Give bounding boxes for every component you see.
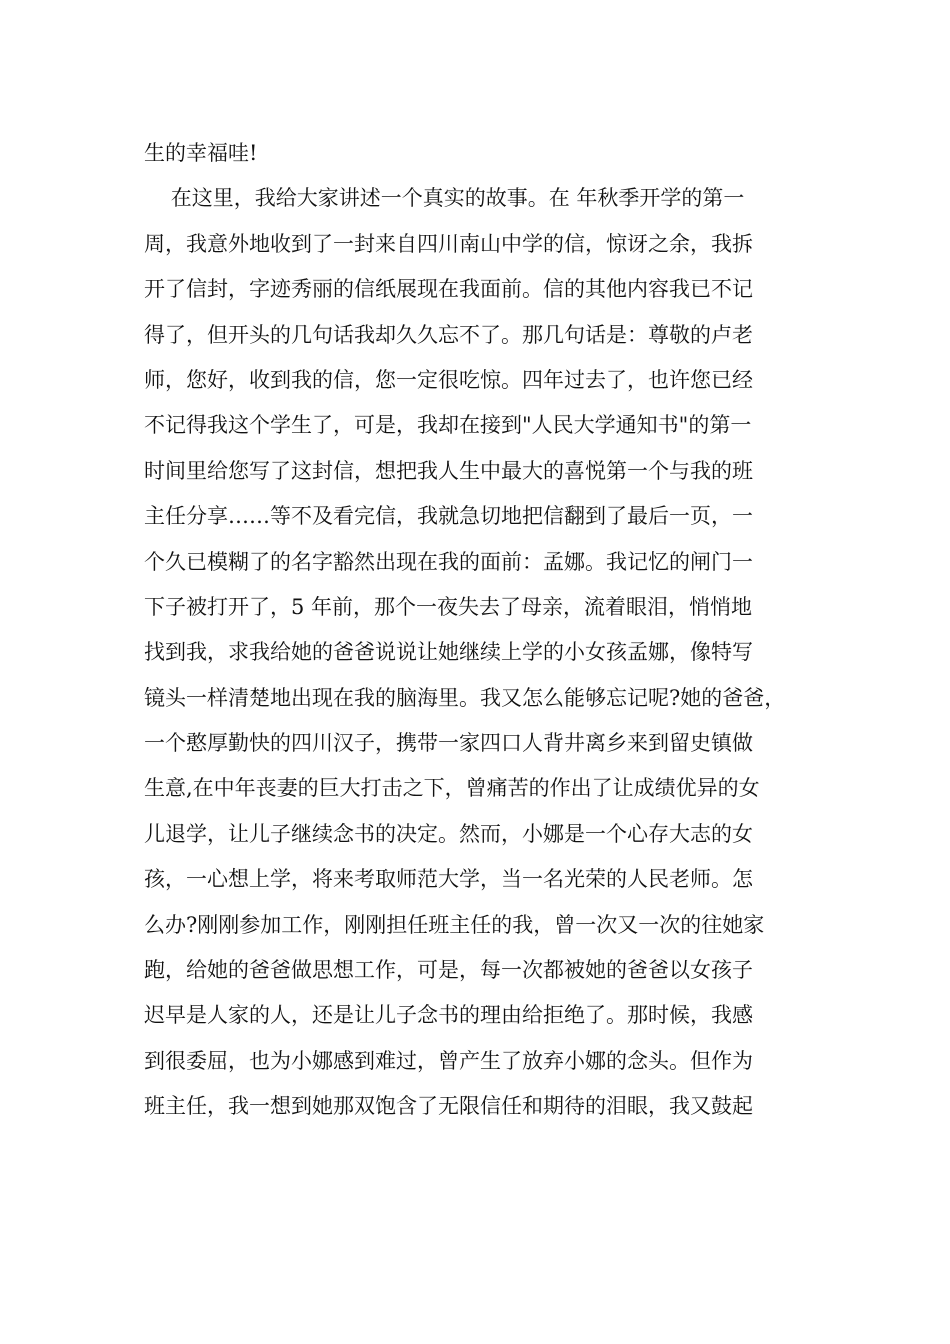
text-line: 师，您好，收到我的信，您一定很吃惊。四年过去了，也许您已经 xyxy=(144,367,753,392)
text-line: 主任分享……等不及看完信，我就急切地把信翻到了最后一页，一 xyxy=(144,504,753,529)
text-line: 孩，一心想上学，将来考取师范大学，当一名光荣的人民老师。怎 xyxy=(144,867,753,892)
text-line: 到很委屈，也为小娜感到难过，曾产生了放弃小娜的念头。但作为 xyxy=(144,1048,753,1073)
text-line: 下子被打开了，5 年前，那个一夜失去了母亲，流着眼泪，悄悄地 xyxy=(144,594,753,619)
text-line: 个久已模糊了的名字豁然出现在我的面前：孟娜。我记忆的闸门一 xyxy=(144,549,753,574)
text-line: 不记得我这个学生了，可是，我却在接到"人民大学通知书"的第一 xyxy=(144,413,752,438)
text-line: 找到我，求我给她的爸爸说说让她继续上学的小女孩孟娜，像特写 xyxy=(144,640,753,665)
text-line: 儿退学，让儿子继续念书的决定。然而，小娜是一个心存大志的女 xyxy=(144,821,753,846)
text-line: 生意,在中年丧妻的巨大打击之下，曾痛苦的作出了让成绩优异的女 xyxy=(144,776,760,801)
text-line: 时间里给您写了这封信，想把我人生中最大的喜悦第一个与我的班 xyxy=(144,458,753,483)
text-line: 开了信封，字迹秀丽的信纸展现在我面前。信的其他内容我已不记 xyxy=(144,277,753,302)
text-line: 生的幸福哇! xyxy=(144,141,258,165)
text-line: 班主任，我一想到她那双饱含了无限信任和期待的泪眼，我又鼓起 xyxy=(144,1094,753,1119)
text-line: 迟早是人家的人，还是让儿子念书的理由给拒绝了。那时候，我感 xyxy=(144,1003,753,1028)
body-text xyxy=(144,131,814,1130)
text-line: 跑，给她的爸爸做思想工作，可是，每一次都被她的爸爸以女孩子 xyxy=(144,958,753,983)
text-line: 得了，但开头的几句话我却久久忘不了。那几句话是：尊敬的卢老 xyxy=(144,322,753,347)
text-line: 镜头一样清楚地出现在我的脑海里。我又怎么能够忘记呢?她的爸爸， xyxy=(144,685,786,710)
text-line: 在这里，我给大家讲述一个真实的故事。在 年秋季开学的第一 xyxy=(144,186,745,211)
text-line: 周，我意外地收到了一封来自四川南山中学的信，惊讶之余，我拆 xyxy=(144,231,753,256)
text-line: 么办?刚刚参加工作，刚刚担任班主任的我，曾一次又一次的往她家 xyxy=(144,912,765,937)
text-line: 一个憨厚勤快的四川汉子，携带一家四口人背井离乡来到留史镇做 xyxy=(144,731,753,756)
